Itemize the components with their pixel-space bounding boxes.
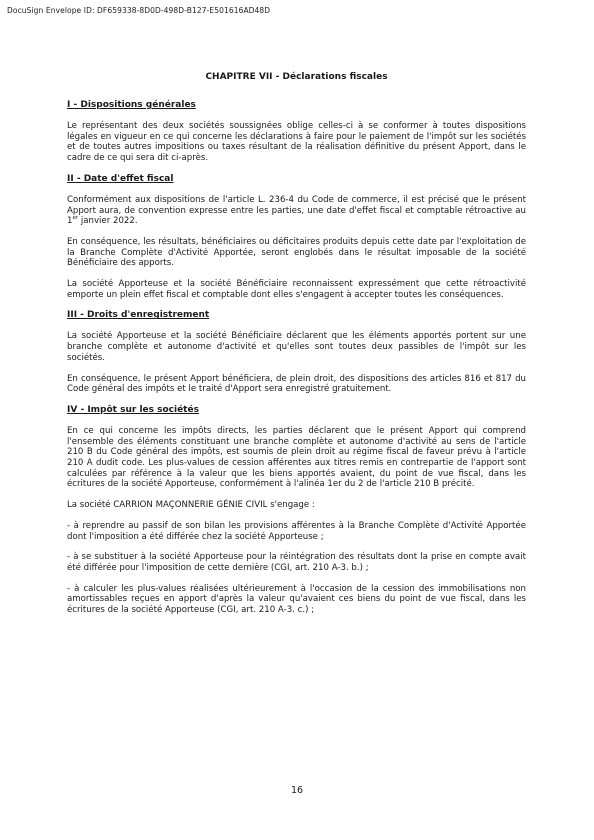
list-item: - à calculer les plus-values réalisées ultérieurement à l'occasion de la cession des immobilisations non amortissables reçues en apport d'après la valeur qu'avaient ces biens du point de vue fiscal, dans les écritures de la société Apporteuse (CGI, art. 210 A-3. c.) ; [67,583,526,616]
chapter-title: CHAPITRE VII - Déclarations fiscales [205,72,388,82]
list-item: - à reprendre au passif de son bilan les provisions afférentes à la Branche Complète d'Activité Apportée dont l'imposition a été différée chez la société Apporteuse ; [67,520,526,542]
paragraph: La société Apporteuse et la société Bénéficiaire reconnaissent expressément que cette rétroactivité emporte un plein effet fiscal et comptable dont elles s'engagent à accepter toutes les conséquences. [67,279,526,300]
paragraph: La société Apporteuse et la société Bénéficiaire déclarent que les éléments apportés portent sur une branche complète et autonome d'activité et qu'elles sont toutes deux passibles de l'impôt sur les sociétés. [67,331,526,363]
list-item: - à se substituer à la société Apporteuse pour la réintégration des résultats dont la prise en compte avait été différée pour l'imposition de cette dernière (CGI, art. 210 A-3. b.) ; [67,552,526,573]
paragraph: En conséquence, le présent Apport bénéficiera, de plein droit, des dispositions des articles 816 et 817 du Code général des impôts et le traité d'Apport sera enregistré gratuitement. [67,373,526,395]
document-body [67,72,526,626]
section-heading-droits-enregistrement: III - Droits d'enregistrement [67,310,210,321]
ordinal-superscript: er [72,215,79,222]
page-number: 16 [290,785,304,796]
paragraph: En ce qui concerne les impôts directs, les parties déclarent que le présent Apport qui comprend l'ensemble des éléments constituant une branche complète et autonome d'activité au sens de l'article 210 B du Code général des impôts, est soumis de plein droit au régime fiscal de faveur prévu à l'article 210 A dudit code. Les plus-values de cession afférentes aux titres remis en contrepartie de l'apport sont calculées par référence à la valeur que les biens apportés avaient, du point de vue fiscal, dans les écritures de la société Apporteuse, conformément à l'alinéa 1er du 2 de l'article 210 B précité. [67,425,526,490]
paragraph-text: Conformément aux dispositions de l'article L. 236-4 du Code de commerce, il est précisé que le présent Apport aura, de convention expresse entre les parties, une date d'effet fiscal et comptable rétroactive au 1 [67,194,526,227]
paragraph: Le représentant des deux sociétés soussignées oblige celles-ci à se conformer à toutes dispositions légales en vigueur en ce qui concerne les déclarations à faire pour le paiement de l'impôt sur les sociétés et de toutes autres impositions ou taxes résultant de la réalisation définitive du présent Apport, dans le cadre de ce qui sera dit ci-après. [67,121,526,164]
section-heading-date-effet-fiscal: II - Date d'effet fiscal [67,173,174,184]
paragraph-text: janvier 2022. [78,216,138,227]
paragraph-date-effet [67,195,526,227]
paragraph: La société CARRION MAÇONNERIE GÉNIE CIVIL s'engage : [67,500,315,511]
paragraph: En conséquence, les résultats, bénéficiaires ou déficitaires produits depuis cette date par l'exploitation de la Branche Complète d'Activité Apportée, seront englobés dans le résultat imposable de la société Bénéficiaire des apports. [67,236,526,269]
section-heading-impot-societes: IV - Impôt sur les sociétés [67,404,199,415]
section-heading-dispositions-generales: I - Dispositions générales [67,100,196,110]
docusign-envelope-id: DocuSign Envelope ID: DF659338-8D0D-498D-B127-E501616AD48D [7,6,271,15]
